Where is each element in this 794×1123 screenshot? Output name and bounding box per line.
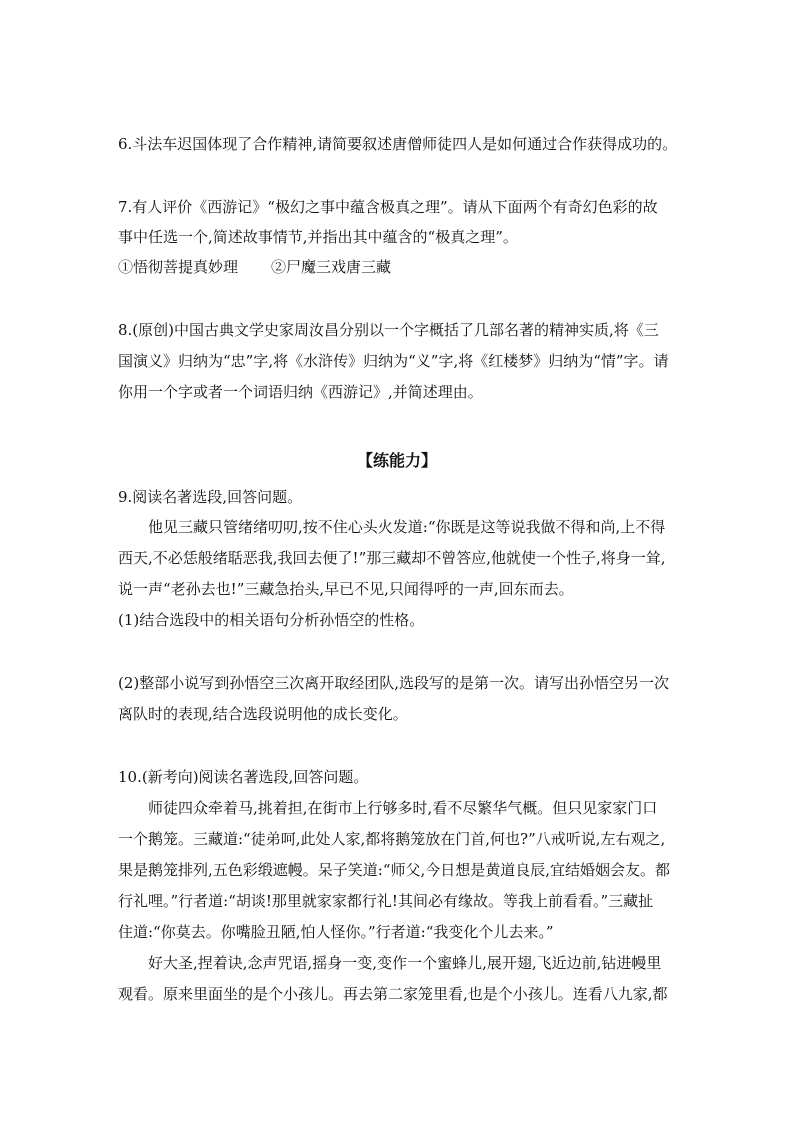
question-10-passage-line-7: 观看。原来里面坐的是个小孩儿。再去第二家笼里看,也是个小孩儿。连看八九家,都 <box>118 985 668 1003</box>
question-10-passage-line-3: 果是鹅笼排列,五色彩缎遮幔。呆子笑道:“师父,今日想是黄道良辰,宜结婚姻会友。都 <box>118 861 671 879</box>
question-10-passage-line-5: 住道:“你莫去。你嘴脸丑陋,怕人怪你。”行者道:“我变化个儿去来。” <box>118 923 554 941</box>
question-9-sub-2-line-2: 离队时的表现,结合选段说明他的成长变化。 <box>118 705 408 723</box>
question-8-line-1: 8.(原创)中国古典文学史家周汝昌分别以一个字概括了几部名著的精神实质,将《三 <box>118 321 659 339</box>
question-9-sub-2-line-1: (2)整部小说写到孙悟空三次离开取经团队,选段写的是第一次。请写出孙悟空另一次 <box>118 674 670 692</box>
question-10-intro: 10.(新考向)阅读名著选段,回答问题。 <box>118 768 369 786</box>
question-8-line-2: 国演义》归纳为“忠”字,将《水浒传》归纳为“义”字,将《红楼梦》归纳为“情”字。请 <box>118 352 669 370</box>
question-10-passage-line-2: 一个鹅笼。三藏道:“徒弟呵,此处人家,都将鹅笼放在门首,何也?”八戒听说,左右观之, <box>118 830 666 848</box>
question-7-option-1: ①悟彻菩提真妙理 <box>118 258 239 276</box>
question-9-sub-1: (1)结合选段中的相关语句分析孙悟空的性格。 <box>118 611 425 629</box>
question-10-passage-line-6: 好大圣,捏着诀,念声咒语,摇身一变,变作一个蜜蜂儿,展开翅,飞近边前,钻进幔里 <box>148 954 662 972</box>
question-6: 6.斗法车迟国体现了合作精神,请简要叙述唐僧师徒四人是如何通过合作获得成功的。 <box>118 135 678 153</box>
question-9-intro: 9.阅读名著选段,回答问题。 <box>118 488 303 506</box>
question-7-option-2: ②尸魔三戏唐三藏 <box>271 258 392 276</box>
section-title: 【练能力】 <box>356 451 437 470</box>
question-9-passage-line-2: 西天,不必恁般绪聒恶我,我回去便了!”那三藏却不曾答应,他就使一个性子,将身一耸, <box>118 549 666 567</box>
question-10-passage-line-1: 师徒四众牵着马,挑着担,在街市上行够多时,看不尽繁华气概。但只见家家门口 <box>148 799 658 817</box>
question-9-passage-line-1: 他见三藏只管绪绪叨叨,按不住心头火发道:“你既是这等说我做不得和尚,上不得 <box>148 518 666 536</box>
question-7-line-2: 事中任选一个,简述故事情节,并指出其中蕴含的“极真之理”。 <box>118 228 518 246</box>
question-8-line-3: 你用一个字或者一个词语归纳《西游记》,并简述理由。 <box>118 383 483 401</box>
question-7-line-1: 7.有人评价《西游记》“极幻之事中蕴含极真之理”。请从下面两个有奇幻色彩的故 <box>118 198 658 216</box>
question-9-passage-line-3: 说一声“老孙去也!”三藏急抬头,早已不见,只闻得呼的一声,回东而去。 <box>118 580 574 598</box>
question-10-passage-line-4: 行礼哩。”行者道:“胡谈!那里就家家都行礼!其间必有缘故。等我上前看看。”三藏扯 <box>118 892 654 910</box>
